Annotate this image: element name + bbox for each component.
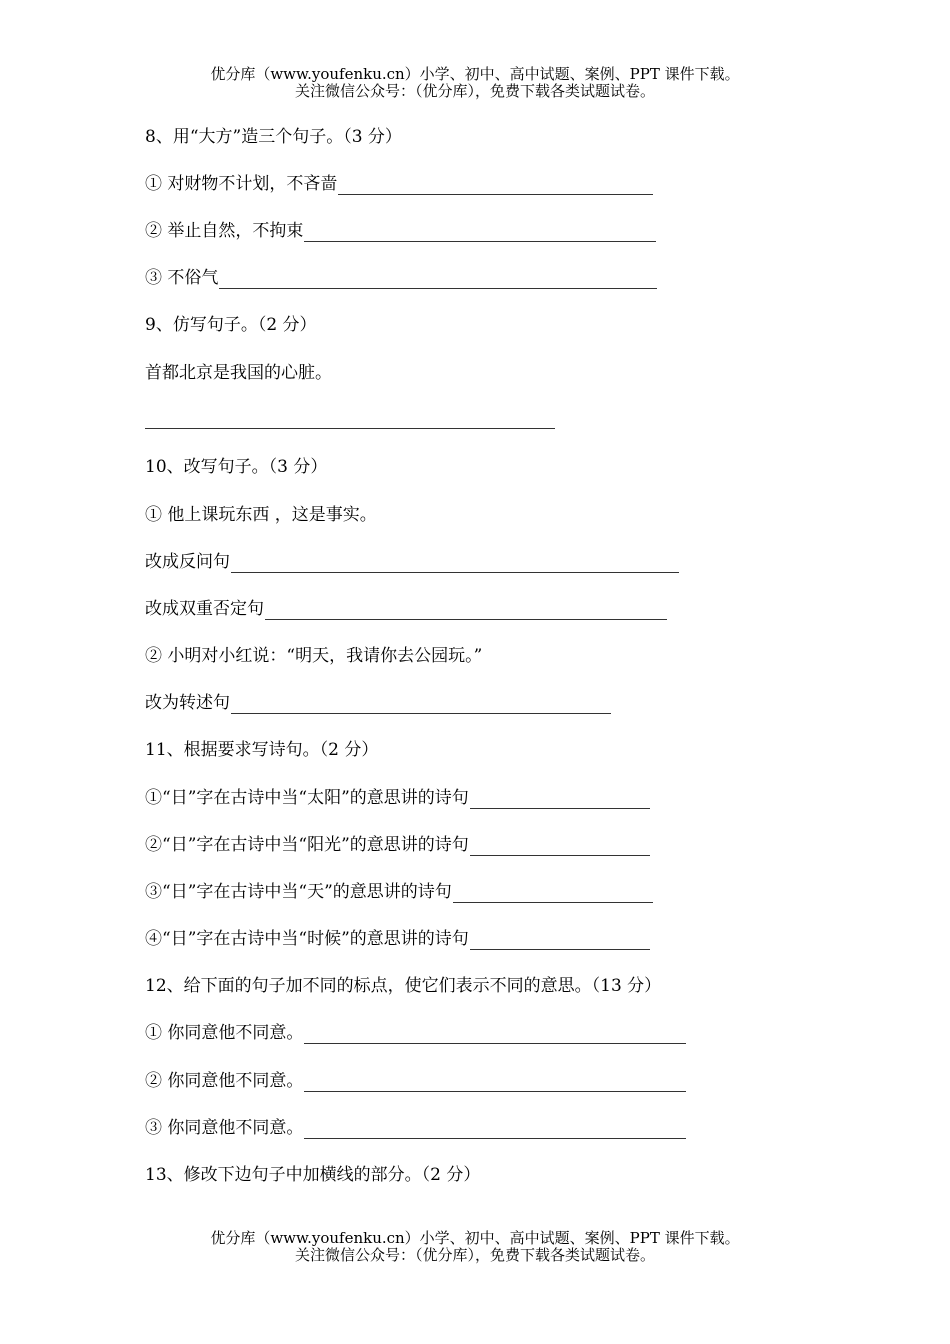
q12-item-3: ③ 你同意他不同意。 (145, 1117, 686, 1139)
answer-blank[interactable] (304, 223, 656, 242)
q8-title: 8、用“大方”造三个句子。（3 分） (145, 127, 402, 147)
q10-rewrite-rhetorical: 改成反问句 (145, 551, 679, 573)
q8-item-1: ① 对财物不计划，不吝啬 (145, 173, 653, 195)
q13-title: 13、修改下边句子中加横线的部分。（2 分） (145, 1165, 481, 1185)
q9-answer-line[interactable] (145, 428, 555, 429)
q10-rewrite-indirect: 改为转述句 (145, 692, 611, 714)
answer-blank[interactable] (219, 270, 657, 289)
answer-blank[interactable] (470, 837, 650, 856)
answer-blank[interactable] (265, 601, 667, 620)
q12-title: 12、给下面的句子加不同的标点，使它们表示不同的意思。（13 分） (145, 976, 662, 996)
q10-sentence-2: ② 小明对小红说：“明天，我请你去公园玩。” (145, 646, 483, 666)
answer-blank[interactable] (304, 1120, 686, 1139)
q8-item-2: ② 举止自然，不拘束 (145, 220, 656, 242)
page-footer (0, 1230, 950, 1264)
q10-title: 10、改写句子。（3 分） (145, 457, 328, 477)
header-line-2: 关注微信公众号：（优分库），免费下载各类试题试卷。 (294, 82, 655, 100)
q11-item-3: ③“日”字在古诗中当“天”的意思讲的诗句 (145, 881, 653, 903)
q9-example: 首都北京是我国的心脏。 (145, 363, 332, 383)
answer-blank[interactable] (304, 1073, 686, 1092)
answer-blank[interactable] (304, 1025, 686, 1044)
q11-item-2: ②“日”字在古诗中当“阳光”的意思讲的诗句 (145, 834, 650, 856)
q11-item-4: ④“日”字在古诗中当“时候”的意思讲的诗句 (145, 928, 650, 950)
q12-item-1: ① 你同意他不同意。 (145, 1022, 686, 1044)
answer-blank[interactable] (470, 790, 650, 809)
q9-title: 9、仿写句子。（2 分） (145, 315, 317, 335)
q10-sentence-1: ① 他上课玩东西 ，这是事实。 (145, 505, 377, 525)
q10-rewrite-double-negative: 改成双重否定句 (145, 598, 667, 620)
answer-blank[interactable] (470, 931, 650, 950)
page-header (0, 66, 950, 100)
answer-blank[interactable] (338, 176, 653, 195)
q11-item-1: ①“日”字在古诗中当“太阳”的意思讲的诗句 (145, 787, 650, 809)
header-line-1: 优分库（www.youfenku.cn）小学、初中、高中试题、案例、PPT 课件下载。 (210, 65, 740, 83)
q8-item-3: ③ 不俗气 (145, 267, 657, 289)
answer-blank[interactable] (453, 884, 653, 903)
answer-blank[interactable] (231, 554, 679, 573)
footer-line-2: 关注微信公众号：（优分库），免费下载各类试题试卷。 (294, 1246, 655, 1264)
q11-title: 11、根据要求写诗句。（2 分） (145, 740, 379, 760)
footer-line-1: 优分库（www.youfenku.cn）小学、初中、高中试题、案例、PPT 课件下载。 (210, 1229, 740, 1247)
q12-item-2: ② 你同意他不同意。 (145, 1070, 686, 1092)
answer-blank[interactable] (231, 695, 611, 714)
